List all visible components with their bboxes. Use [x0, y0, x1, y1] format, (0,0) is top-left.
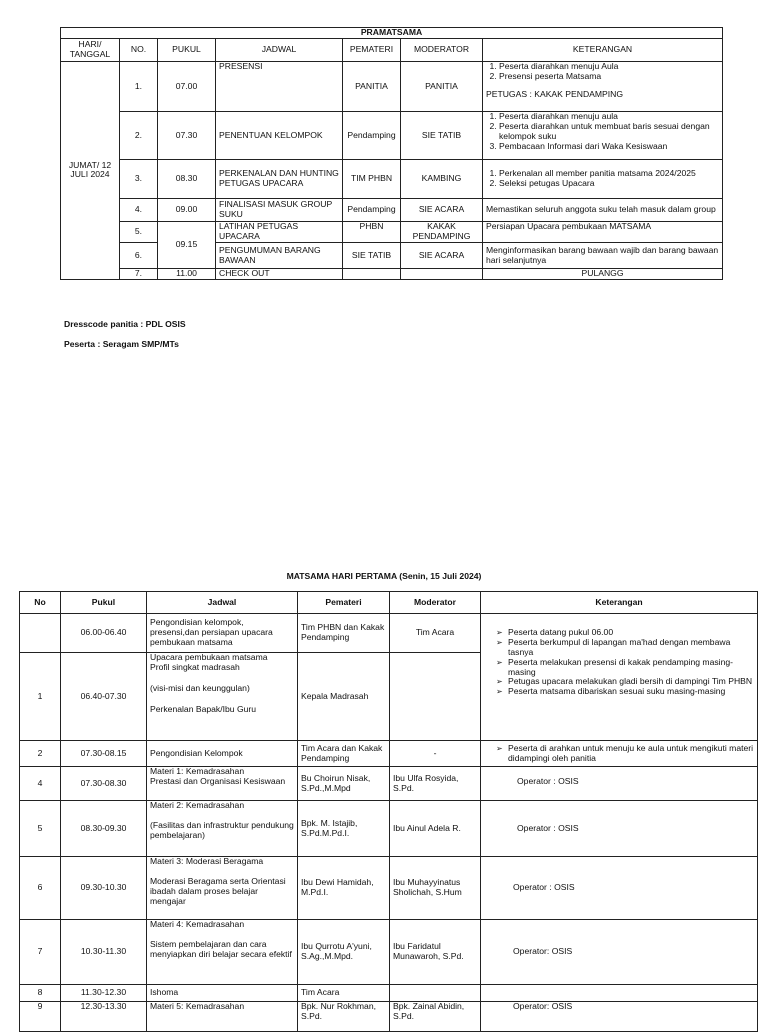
row-pemateri: Ibu Qurrotu A'yuni, S.Ag.,M.Mpd. — [298, 920, 390, 985]
row-pemateri: Bpk. M. Istajib, S.Pd.M.Pd.I. — [298, 801, 390, 857]
row-no: 7 — [20, 920, 61, 985]
keterangan-item: 1. Peserta diarahkan menuju Aula — [499, 62, 719, 72]
keterangan-item: 2. Presensi peserta Matsama — [499, 72, 719, 82]
row-jadwal: Pengondisian kelompok, presensi,dan persiapan upacara pembukaan matsama — [147, 614, 298, 653]
keterangan-item: ➢ Peserta berkumpul di lapangan ma'had dengan membawa tasnya — [498, 638, 754, 658]
row-moderator: SIE TATIB — [401, 112, 483, 160]
table1-header-row — [61, 39, 723, 62]
table-row — [20, 920, 758, 985]
hari-tanggal-cell: JUMAT/ 12 JULI 2024 — [61, 62, 120, 280]
row-pemateri — [343, 269, 401, 280]
row-keterangan — [481, 741, 758, 767]
table-row — [20, 741, 758, 767]
keterangan-block — [481, 614, 758, 741]
header-pemateri: PEMATERI — [343, 39, 401, 62]
keterangan-item: ➢ Petugas upacara melakukan gladi bersih di dampingi Tim PHBN — [498, 677, 754, 687]
table-row — [20, 985, 758, 1002]
row-pukul: 11.00 — [158, 269, 216, 280]
row-keterangan — [483, 112, 723, 160]
row-no: 2. — [120, 112, 158, 160]
row-pukul: 10.30-11.30 — [61, 920, 147, 985]
row-pemateri: Bu Choirun Nisak, S.Pd.,M.Mpd — [298, 767, 390, 801]
table-row — [20, 614, 758, 653]
jadwal-line: Profil singkat madrasah — [150, 661, 240, 672]
keterangan-item: ➢ Peserta melakukan presensi di kakak pendamping masing-masing — [498, 658, 754, 678]
row-pukul: 08.30-09.30 — [61, 801, 147, 857]
keterangan-item: 3. Pembacaan Informasi dari Waka Kesiswaan — [499, 142, 719, 152]
row-pemateri: Pendamping — [343, 112, 401, 160]
row-jadwal — [147, 801, 298, 857]
header-pukul: PUKUL — [158, 39, 216, 62]
table-row — [20, 1002, 758, 1032]
row-pukul: 12.30-13.30 — [61, 1002, 147, 1032]
table-row — [61, 222, 723, 243]
row-moderator — [390, 653, 481, 741]
row-moderator — [390, 985, 481, 1002]
table-row — [61, 269, 723, 280]
row-pukul: 07.30-08.15 — [61, 741, 147, 767]
row-pemateri: PANITIA — [343, 62, 401, 112]
row-pukul: 08.30 — [158, 160, 216, 199]
keterangan-item: 1. Peserta diarahkan menuju aula — [499, 112, 719, 122]
row-jadwal: Materi 5: Kemadrasahan — [147, 1002, 298, 1032]
row-pemateri: TIM PHBN — [343, 160, 401, 199]
header-no: No — [20, 592, 61, 614]
header-jadwal: Jadwal — [147, 592, 298, 614]
row-moderator: - — [390, 741, 481, 767]
row-pemateri: Kepala Madrasah — [298, 653, 390, 741]
row-keterangan: Persiapan Upacara pembukaan MATSAMA — [483, 222, 723, 243]
row-no: 3. — [120, 160, 158, 199]
keterangan-item: 2. Peserta diarahkan untuk membuat baris sesuai dengan kelompok suku — [499, 122, 719, 142]
row-keterangan — [481, 985, 758, 1002]
row-no — [20, 614, 61, 653]
row-no: 4 — [20, 767, 61, 801]
row-pemateri: Bpk. Nur Rokhman, S.Pd. — [298, 1002, 390, 1032]
jadwal-line: Moderasi Beragama serta Orientasi ibadah dalam proses belajar mengajar — [150, 875, 286, 906]
keterangan-note: PETUGAS : KAKAK PENDAMPING — [486, 88, 624, 99]
row-moderator: KAKAK PENDAMPING — [401, 222, 483, 243]
row-jadwal: Pengondisian Kelompok — [147, 741, 298, 767]
jadwal-line: Materi 1: Kemadrasahan — [150, 766, 245, 776]
row-keterangan — [483, 160, 723, 199]
row-no: 5. — [120, 222, 158, 243]
row-jadwal: PERKENALAN DAN HUNTING PETUGAS UPACARA — [216, 160, 343, 199]
header-moderator: Moderator — [390, 592, 481, 614]
row-pukul: 07.30-08.30 — [61, 767, 147, 801]
row-moderator: Bpk. Zainal Abidin, S.Pd. — [390, 1002, 481, 1032]
row-pemateri: Tim Acara — [298, 985, 390, 1002]
header-jadwal: JADWAL — [216, 39, 343, 62]
header-no: NO. — [120, 39, 158, 62]
header-pemateri: Pemateri — [298, 592, 390, 614]
row-no: 6 — [20, 857, 61, 920]
row-jadwal — [147, 920, 298, 985]
row-no: 4. — [120, 199, 158, 222]
header-keterangan: KETERANGAN — [483, 39, 723, 62]
header-keterangan: Keterangan — [481, 592, 758, 614]
table-row — [61, 62, 723, 112]
row-jadwal: Ishoma — [147, 985, 298, 1002]
keterangan-item: ➢ Peserta matsama dibariskan sesuai suku masing-masing — [498, 687, 754, 697]
row-no: 5 — [20, 801, 61, 857]
row-pukul: 09.00 — [158, 199, 216, 222]
header-hari-tanggal: HARI/ TANGGAL — [61, 39, 120, 62]
row-pukul: 06.00-06.40 — [61, 614, 147, 653]
jadwal-line: (visi-misi dan keunggulan) — [150, 682, 250, 693]
table-row — [20, 801, 758, 857]
row-keterangan: Menginformasikan barang bawaan wajib dan barang bawaan hari selanjutnya — [483, 243, 723, 269]
row-no: 1 — [20, 653, 61, 741]
row-pukul: 09.15 — [158, 222, 216, 269]
row-pemateri: Tim PHBN dan Kakak Pendamping — [298, 614, 390, 653]
row-keterangan — [483, 62, 723, 112]
row-moderator: Ibu Muhayyinatus Sholichah, S.Hum — [390, 857, 481, 920]
keterangan-item: ➢ Peserta di arahkan untuk menuju ke aula untuk mengikuti materi didampingi oleh panitia — [498, 744, 754, 764]
row-moderator: Ibu Ainul Adela R. — [390, 801, 481, 857]
row-pemateri: Ibu Dewi Hamidah, M.Pd.I. — [298, 857, 390, 920]
table1-title: PRAMATSAMA — [61, 28, 723, 39]
jadwal-line: Sistem pembelajaran dan cara menyiapkan diri belajar secara efektif — [150, 938, 292, 959]
row-no: 7. — [120, 269, 158, 280]
row-no: 9 — [20, 1002, 61, 1032]
row-no: 6. — [120, 243, 158, 269]
row-jadwal — [147, 857, 298, 920]
jadwal-line: Prestasi dan Organisasi Kesiswaan — [150, 775, 286, 786]
row-moderator: PANITIA — [401, 62, 483, 112]
row-moderator: Ibu Ulfa Rosyida, S.Pd. — [390, 767, 481, 801]
row-pukul: 09.30-10.30 — [61, 857, 147, 920]
table-row — [20, 857, 758, 920]
jadwal-line: Materi 4: Kemadrasahan — [150, 919, 245, 929]
row-jadwal — [147, 653, 298, 741]
table-row — [61, 112, 723, 160]
row-moderator: KAMBING — [401, 160, 483, 199]
row-pukul: 06.40-07.30 — [61, 653, 147, 741]
row-pukul: 11.30-12.30 — [61, 985, 147, 1002]
header-pukul: Pukul — [61, 592, 147, 614]
jadwal-line: Upacara pembukaan matsama — [150, 652, 268, 662]
jadwal-line: Materi 3: Moderasi Beragama — [150, 856, 264, 866]
row-keterangan: Operator : OSIS — [481, 801, 758, 857]
table2-title: MATSAMA HARI PERTAMA (Senin, 15 Juli 2024) — [286, 571, 482, 581]
dresscode-note: Dresscode panitia : PDL OSIS — [64, 319, 186, 329]
row-pukul: 07.00 — [158, 62, 216, 112]
table-row — [61, 160, 723, 199]
row-jadwal: PENGUMUMAN BARANG BAWAAN — [216, 243, 343, 269]
row-pemateri: SIE TATIB — [343, 243, 401, 269]
row-jadwal: LATIHAN PETUGAS UPACARA — [216, 222, 343, 243]
row-moderator: SIE ACARA — [401, 199, 483, 222]
row-jadwal: PRESENSI — [216, 62, 343, 112]
table-row — [61, 199, 723, 222]
row-jadwal: FINALISASI MASUK GROUP SUKU — [216, 199, 343, 222]
jadwal-line: Perkenalan Bapak/Ibu Guru — [150, 703, 257, 714]
row-keterangan: Operator : OSIS — [481, 857, 758, 920]
row-moderator: SIE ACARA — [401, 243, 483, 269]
row-keterangan: Operator: OSIS — [481, 920, 758, 985]
row-pukul: 07.30 — [158, 112, 216, 160]
row-no: 8 — [20, 985, 61, 1002]
row-moderator: Tim Acara — [390, 614, 481, 653]
row-jadwal — [147, 767, 298, 801]
row-keterangan: Operator : OSIS — [481, 767, 758, 801]
row-pemateri: Tim Acara dan Kakak Pendamping — [298, 741, 390, 767]
row-moderator — [401, 269, 483, 280]
keterangan-item: 1. Perkenalan all member panitia matsama 2024/2025 — [499, 169, 719, 179]
jadwal-line: (Fasilitas dan infrastruktur pendukung pembelajaran) — [150, 819, 294, 840]
jadwal-line: Materi 2: Kemadrasahan — [150, 800, 245, 810]
row-no: 2 — [20, 741, 61, 767]
keterangan-item: 2. Seleksi petugas Upacara — [499, 179, 719, 189]
table-row — [20, 767, 758, 801]
row-jadwal: PENENTUAN KELOMPOK — [216, 112, 343, 160]
row-jadwal: CHECK OUT — [216, 269, 343, 280]
row-keterangan: PULANGG — [483, 269, 723, 280]
matsama-hari-pertama-table — [19, 591, 758, 1032]
row-no: 1. — [120, 62, 158, 112]
row-pemateri: PHBN — [343, 222, 401, 243]
pramatsama-table — [60, 27, 723, 280]
peserta-note: Peserta : Seragam SMP/MTs — [64, 339, 179, 349]
row-keterangan: Memastikan seluruh anggota suku telah masuk dalam group — [483, 199, 723, 222]
table2-header-row — [20, 592, 758, 614]
row-pemateri: Pendamping — [343, 199, 401, 222]
row-moderator: Ibu Faridatul Munawaroh, S.Pd. — [390, 920, 481, 985]
keterangan-item: ➢ Peserta datang pukul 06.00 — [498, 628, 754, 638]
header-moderator: MODERATOR — [401, 39, 483, 62]
row-keterangan: Operator: OSIS — [481, 1002, 758, 1032]
